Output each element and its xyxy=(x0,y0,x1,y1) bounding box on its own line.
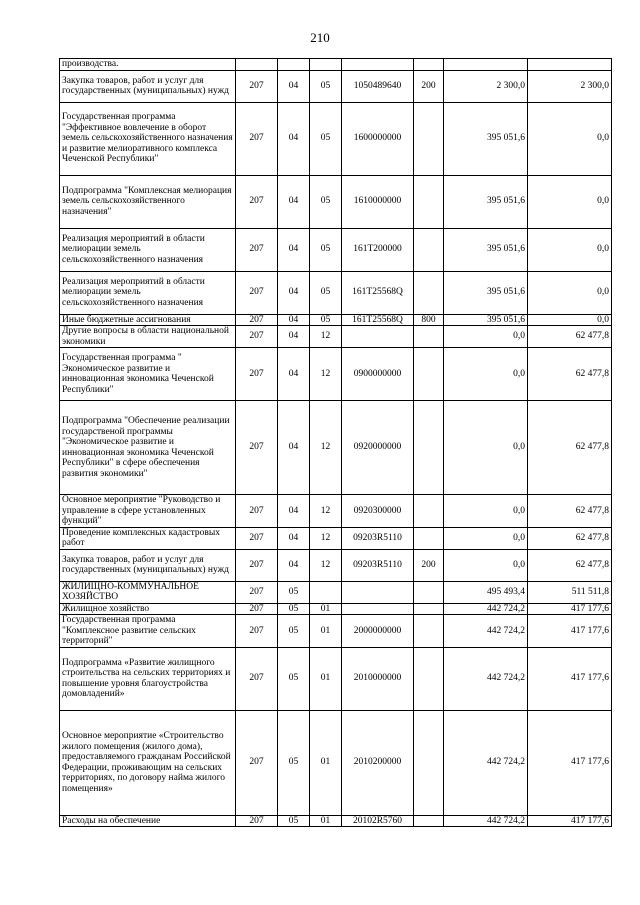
amount-year-1: 395 051,6 xyxy=(444,228,528,271)
table-row xyxy=(60,175,612,228)
page-number: 210 xyxy=(310,30,330,45)
amount-year-1: 0,0 xyxy=(444,527,528,549)
section-code: 04 xyxy=(278,549,310,581)
table-row xyxy=(60,314,612,326)
table-row xyxy=(60,527,612,549)
amount-year-2: 0,0 xyxy=(528,271,612,314)
table-row xyxy=(60,70,612,102)
amount-year-1: 0,0 xyxy=(444,549,528,581)
table-row xyxy=(60,581,612,603)
amount-year-2 xyxy=(528,59,612,71)
subsection-code: 01 xyxy=(310,815,342,827)
amount-year-2: 417 177,6 xyxy=(528,815,612,827)
expense-type-code xyxy=(414,326,444,348)
section-code: 05 xyxy=(278,815,310,827)
table-row xyxy=(60,348,612,401)
target-article-code: 2010200000 xyxy=(342,710,414,815)
expense-type-code: 200 xyxy=(414,549,444,581)
subsection-code: 01 xyxy=(310,603,342,615)
ministry-code: 207 xyxy=(236,326,278,348)
ministry-code: 207 xyxy=(236,647,278,710)
table-row xyxy=(60,615,612,648)
amount-year-2: 0,0 xyxy=(528,102,612,175)
amount-year-1: 442 724,2 xyxy=(444,647,528,710)
section-code: 05 xyxy=(278,647,310,710)
ministry-code: 207 xyxy=(236,314,278,326)
table-row xyxy=(60,603,612,615)
amount-year-1: 442 724,2 xyxy=(444,815,528,827)
target-article-code: 1050489640 xyxy=(342,70,414,102)
target-article-code xyxy=(342,59,414,71)
section-code: 04 xyxy=(278,348,310,401)
amount-year-2: 511 511,8 xyxy=(528,581,612,603)
amount-year-1: 0,0 xyxy=(444,348,528,401)
ministry-code: 207 xyxy=(236,615,278,648)
amount-year-2: 0,0 xyxy=(528,314,612,326)
subsection-code xyxy=(310,581,342,603)
section-code: 05 xyxy=(278,615,310,648)
subsection-code: 01 xyxy=(310,647,342,710)
section-code: 04 xyxy=(278,326,310,348)
section-code: 04 xyxy=(278,175,310,228)
amount-year-2: 62 477,8 xyxy=(528,527,612,549)
amount-year-2: 0,0 xyxy=(528,175,612,228)
item-name: Жилищное хозяйство xyxy=(60,603,236,615)
ministry-code: 207 xyxy=(236,70,278,102)
section-code: 04 xyxy=(278,271,310,314)
expense-type-code xyxy=(414,815,444,827)
target-article-code: 2000000000 xyxy=(342,615,414,648)
amount-year-1: 2 300,0 xyxy=(444,70,528,102)
table-row xyxy=(60,549,612,581)
amount-year-2: 0,0 xyxy=(528,228,612,271)
expense-type-code xyxy=(414,527,444,549)
table-row xyxy=(60,326,612,348)
item-name: Подпрограмма "Обеспечение реализации государственой программы "Экономическое развитие и инновационная экономика Чеченской Республики" в сфере обеспечения развития экономики" xyxy=(60,401,236,495)
item-name: Основное мероприятие «Строительство жилого помещения (жилого дома), предоставляемого гражданам Российской Федерации, проживающим на сельских территориях, по договору найма жилого помещения» xyxy=(60,710,236,815)
item-name: Иные бюджетные ассигнования xyxy=(60,314,236,326)
subsection-code: 05 xyxy=(310,314,342,326)
ministry-code: 207 xyxy=(236,815,278,827)
table-row xyxy=(60,495,612,528)
item-name: Государственная программа "Комплексное развитие сельских территорий" xyxy=(60,615,236,648)
item-name: Государственная программа "Эффективное вовлечение в оборот земель сельскохозяйственного назначения и развитие мелиоративного комплекса Чеченской Республики" xyxy=(60,102,236,175)
amount-year-1: 395 051,6 xyxy=(444,314,528,326)
target-article-code: 0920300000 xyxy=(342,495,414,528)
table-row xyxy=(60,647,612,710)
expense-type-code xyxy=(414,348,444,401)
item-name: Подпрограмма «Развитие жилищного строительства на сельских территориях и повышение уровня благоустройства домовладений» xyxy=(60,647,236,710)
subsection-code: 05 xyxy=(310,102,342,175)
ministry-code: 207 xyxy=(236,495,278,528)
expense-type-code xyxy=(414,59,444,71)
ministry-code: 207 xyxy=(236,710,278,815)
subsection-code: 12 xyxy=(310,348,342,401)
section-code: 05 xyxy=(278,603,310,615)
target-article-code: 1610000000 xyxy=(342,175,414,228)
expense-type-code: 800 xyxy=(414,314,444,326)
ministry-code: 207 xyxy=(236,102,278,175)
target-article-code: 161T200000 xyxy=(342,228,414,271)
budget-table xyxy=(59,58,612,827)
amount-year-1: 395 051,6 xyxy=(444,175,528,228)
target-article-code: 161T25568Q xyxy=(342,314,414,326)
amount-year-1: 0,0 xyxy=(444,401,528,495)
amount-year-1 xyxy=(444,59,528,71)
expense-type-code xyxy=(414,228,444,271)
amount-year-1: 442 724,2 xyxy=(444,710,528,815)
amount-year-1: 442 724,2 xyxy=(444,615,528,648)
item-name: Реализация мероприятий в области мелиорации земель сельскохозяйственного назначения xyxy=(60,271,236,314)
section-code: 04 xyxy=(278,401,310,495)
ministry-code: 207 xyxy=(236,581,278,603)
ministry-code xyxy=(236,59,278,71)
expense-type-code: 200 xyxy=(414,70,444,102)
target-article-code xyxy=(342,581,414,603)
section-code: 05 xyxy=(278,581,310,603)
subsection-code: 01 xyxy=(310,710,342,815)
target-article-code: 161T25568Q xyxy=(342,271,414,314)
expense-type-code xyxy=(414,647,444,710)
amount-year-2: 62 477,8 xyxy=(528,348,612,401)
target-article-code: 2010000000 xyxy=(342,647,414,710)
section-code: 04 xyxy=(278,495,310,528)
table-row xyxy=(60,271,612,314)
subsection-code: 05 xyxy=(310,271,342,314)
item-name: Расходы на обеспечение xyxy=(60,815,236,827)
table-row xyxy=(60,59,612,71)
section-code: 04 xyxy=(278,527,310,549)
amount-year-2: 2 300,0 xyxy=(528,70,612,102)
expense-type-code xyxy=(414,495,444,528)
subsection-code: 12 xyxy=(310,495,342,528)
section-code: 05 xyxy=(278,710,310,815)
ministry-code: 207 xyxy=(236,603,278,615)
section-code: 04 xyxy=(278,228,310,271)
budget-table-body xyxy=(60,59,612,827)
amount-year-2: 417 177,6 xyxy=(528,710,612,815)
section-code: 04 xyxy=(278,102,310,175)
amount-year-1: 395 051,6 xyxy=(444,271,528,314)
amount-year-1: 0,0 xyxy=(444,495,528,528)
ministry-code: 207 xyxy=(236,527,278,549)
item-name: ЖИЛИЩНО-КОММУНАЛЬНОЕ ХОЗЯЙСТВО xyxy=(60,581,236,603)
amount-year-1: 0,0 xyxy=(444,326,528,348)
target-article-code: 1600000000 xyxy=(342,102,414,175)
amount-year-2: 417 177,6 xyxy=(528,603,612,615)
target-article-code: 20102R5760 xyxy=(342,815,414,827)
amount-year-2: 62 477,8 xyxy=(528,549,612,581)
target-article-code: 0920000000 xyxy=(342,401,414,495)
target-article-code: 0900000000 xyxy=(342,348,414,401)
expense-type-code xyxy=(414,175,444,228)
amount-year-1: 495 493,4 xyxy=(444,581,528,603)
item-name: Закупка товаров, работ и услуг для государственных (муниципальных) нужд xyxy=(60,70,236,102)
subsection-code: 12 xyxy=(310,527,342,549)
subsection-code: 12 xyxy=(310,549,342,581)
subsection-code: 12 xyxy=(310,326,342,348)
expense-type-code xyxy=(414,102,444,175)
target-article-code xyxy=(342,326,414,348)
table-row xyxy=(60,710,612,815)
ministry-code: 207 xyxy=(236,175,278,228)
item-name: производства. xyxy=(60,59,236,71)
item-name: Закупка товаров, работ и услуг для государственных (муниципальных) нужд xyxy=(60,549,236,581)
amount-year-1: 395 051,6 xyxy=(444,102,528,175)
item-name: Подпрограмма "Комплексная мелиорация земель сельскохозяйственного назначения" xyxy=(60,175,236,228)
amount-year-2: 417 177,6 xyxy=(528,647,612,710)
subsection-code: 05 xyxy=(310,70,342,102)
subsection-code: 05 xyxy=(310,228,342,271)
section-code: 04 xyxy=(278,314,310,326)
ministry-code: 207 xyxy=(236,271,278,314)
item-name: Другие вопросы в области национальной экономики xyxy=(60,326,236,348)
item-name: Государственная программа " Экономическое развитие и инновационная экономика Чеченской Республики" xyxy=(60,348,236,401)
subsection-code: 05 xyxy=(310,175,342,228)
expense-type-code xyxy=(414,603,444,615)
expense-type-code xyxy=(414,710,444,815)
amount-year-2: 417 177,6 xyxy=(528,615,612,648)
amount-year-1: 442 724,2 xyxy=(444,603,528,615)
item-name: Реализация мероприятий в области мелиорации земель сельскохозяйственного назначения xyxy=(60,228,236,271)
table-row xyxy=(60,401,612,495)
target-article-code: 09203R5110 xyxy=(342,549,414,581)
subsection-code: 01 xyxy=(310,615,342,648)
table-row xyxy=(60,102,612,175)
section-code: 04 xyxy=(278,70,310,102)
subsection-code: 12 xyxy=(310,401,342,495)
subsection-code xyxy=(310,59,342,71)
item-name: Проведение комплексных кадастровых работ xyxy=(60,527,236,549)
item-name: Основное мероприятие "Руководство и управление в сфере установленных функций" xyxy=(60,495,236,528)
ministry-code: 207 xyxy=(236,228,278,271)
table-row xyxy=(60,815,612,827)
target-article-code xyxy=(342,603,414,615)
ministry-code: 207 xyxy=(236,348,278,401)
section-code xyxy=(278,59,310,71)
ministry-code: 207 xyxy=(236,401,278,495)
expense-type-code xyxy=(414,401,444,495)
amount-year-2: 62 477,8 xyxy=(528,326,612,348)
amount-year-2: 62 477,8 xyxy=(528,401,612,495)
target-article-code: 09203R5110 xyxy=(342,527,414,549)
table-row xyxy=(60,228,612,271)
expense-type-code xyxy=(414,271,444,314)
expense-type-code xyxy=(414,581,444,603)
amount-year-2: 62 477,8 xyxy=(528,495,612,528)
ministry-code: 207 xyxy=(236,549,278,581)
expense-type-code xyxy=(414,615,444,648)
